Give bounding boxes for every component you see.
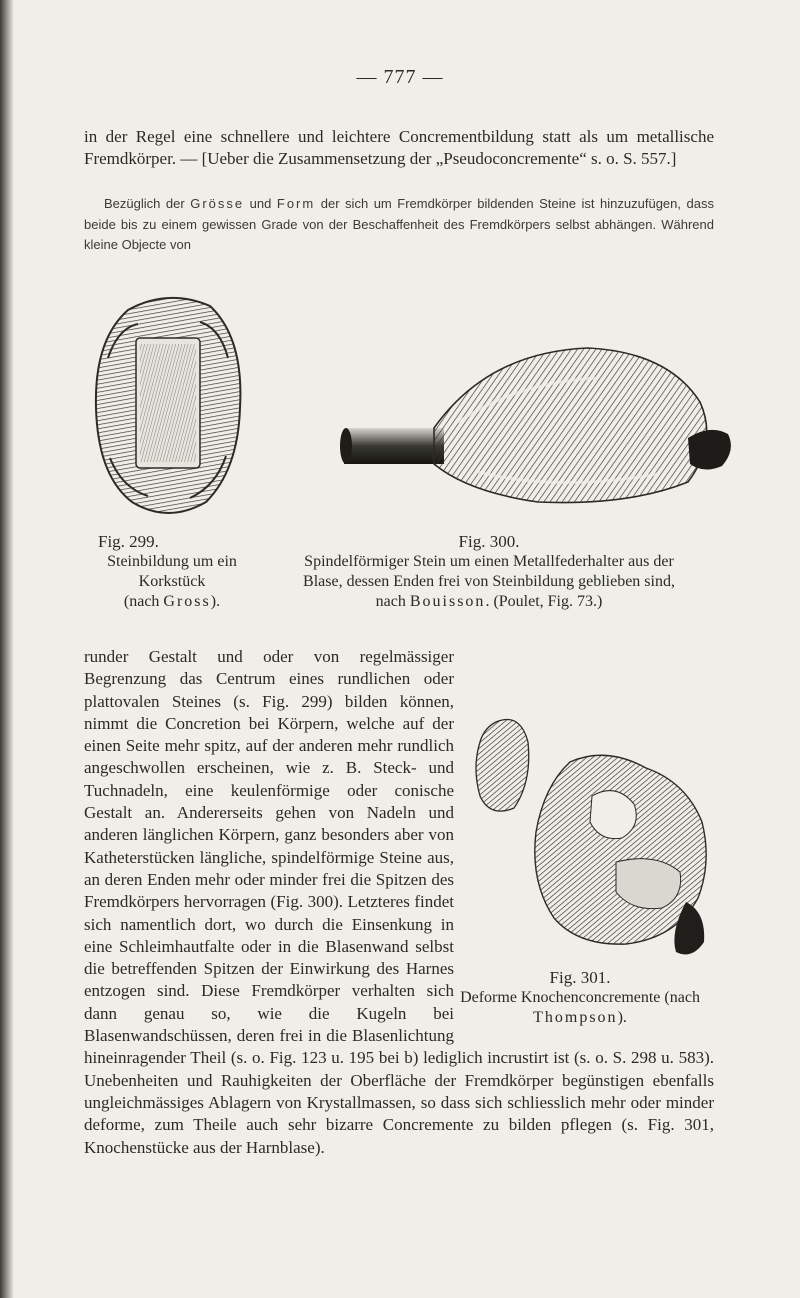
figure-301-illustration (466, 712, 714, 962)
intro-paragraph (84, 126, 714, 170)
figure-300-number: Fig. 300. (458, 532, 520, 551)
main-paragraph (84, 646, 714, 1159)
figure-300-illustration (338, 342, 738, 512)
figure-299-illustration (88, 288, 248, 524)
figure-301-line2: Thompson). (533, 1009, 627, 1027)
figure-301-caption (456, 968, 704, 1028)
figure-301 (460, 712, 714, 1040)
figure-299-line2: Korkstück (138, 573, 206, 590)
note-paragraph (84, 194, 714, 256)
note-mid: und (244, 196, 277, 211)
figure-300-line3: nach Bouisson. (Poulet, Fig. 73.) (375, 593, 603, 610)
figure-299-caption (84, 532, 260, 612)
main-text: runder Gestalt und oder von regelmässiger Begrenzung das Centrum eines rundlichen oder plattovalen Steines (s. Fig. 299) bilden können, nimmt die Concretion bei Körpern, welche auf der einen Seite mehr spitz, auf der anderen mehr rundlich angeschwollen erscheinen, wie z. B. Steck- und Tuchnadeln, eine keulenförmige oder conische Gestalt an. Andererseits gehen von Nadeln und anderen länglichen Körpern, ganz besonders aber von Katheterstücken längliche, spindelförmige Steine aus, an deren Enden mehr oder minder frei die Spitzen des Fremdkörpers hervorragen (Fig. 300). Letzteres findet sich namentlich dort, wo durch die Einsenkung in eine Schleimhautfalte oder in die Blasenwand selbst die betreffenden Spitzen der Einwirkung des Harnes entzogen sind. Diese Fremdkörper verhalten sich dann genau so, wie die Kugeln bei Blasenwandschüssen, deren frei in die Blasenlichtung hineinragender Theil (s. o. Fig. 123 u. 195 bei b) lediglich incrustirt ist (s. o. S. 298 u. 583). Unebenheiten und Rauhigkeiten der Oberfläche der Fremdkörper begünstigen ebenfalls ungleichmässiges Ablagern von Krystallmassen, so dass sich schliesslich mehr oder minder deforme, zum Theile auch sehr bizarre Concremente zu bilden pflegen (s. Fig. 301, Knochenstücke aus der Harnblase). (84, 647, 714, 1157)
intro-text: in der Regel eine schnellere und leichtere Concrementbildung statt als um metallische Fremdkörper. — [Ueber die Zusammensetzung der „Pseudoconcremente“ s. o. S. 557.] (84, 127, 714, 168)
book-spine-shadow (0, 0, 14, 1298)
figure-300-caption (264, 532, 714, 612)
note-rest: der sich um Fremdkörper bildenden Steine ist hinzuzufügen, dass beide bis zu einem gewissen Grade von der Beschaffenheit des Fremdkörpers selbst abhängen. Während kleine Objecte von (84, 196, 714, 252)
figure-299-line1: Steinbildung um ein (107, 553, 237, 570)
figure-301-number: Fig. 301. (549, 968, 611, 988)
page-number: — 777 — (356, 66, 444, 88)
note-lead: Bezüglich der (104, 196, 191, 211)
note-text (84, 194, 714, 256)
note-term-size: Grösse (190, 196, 245, 211)
figure-299-line3: (nach Gross). (123, 593, 221, 610)
figure-299-number: Fig. 299. (98, 532, 159, 551)
note-term-form: Form (276, 196, 316, 211)
figure-301-line1: Deforme Knochenconcremente (nach (460, 989, 700, 1007)
figure-300-line1: Spindelförmiger Stein um einen Metallfederhalter aus der (304, 553, 674, 570)
figure-300-line2: Blase, dessen Enden frei von Steinbildung geblieben sind, (303, 573, 675, 590)
